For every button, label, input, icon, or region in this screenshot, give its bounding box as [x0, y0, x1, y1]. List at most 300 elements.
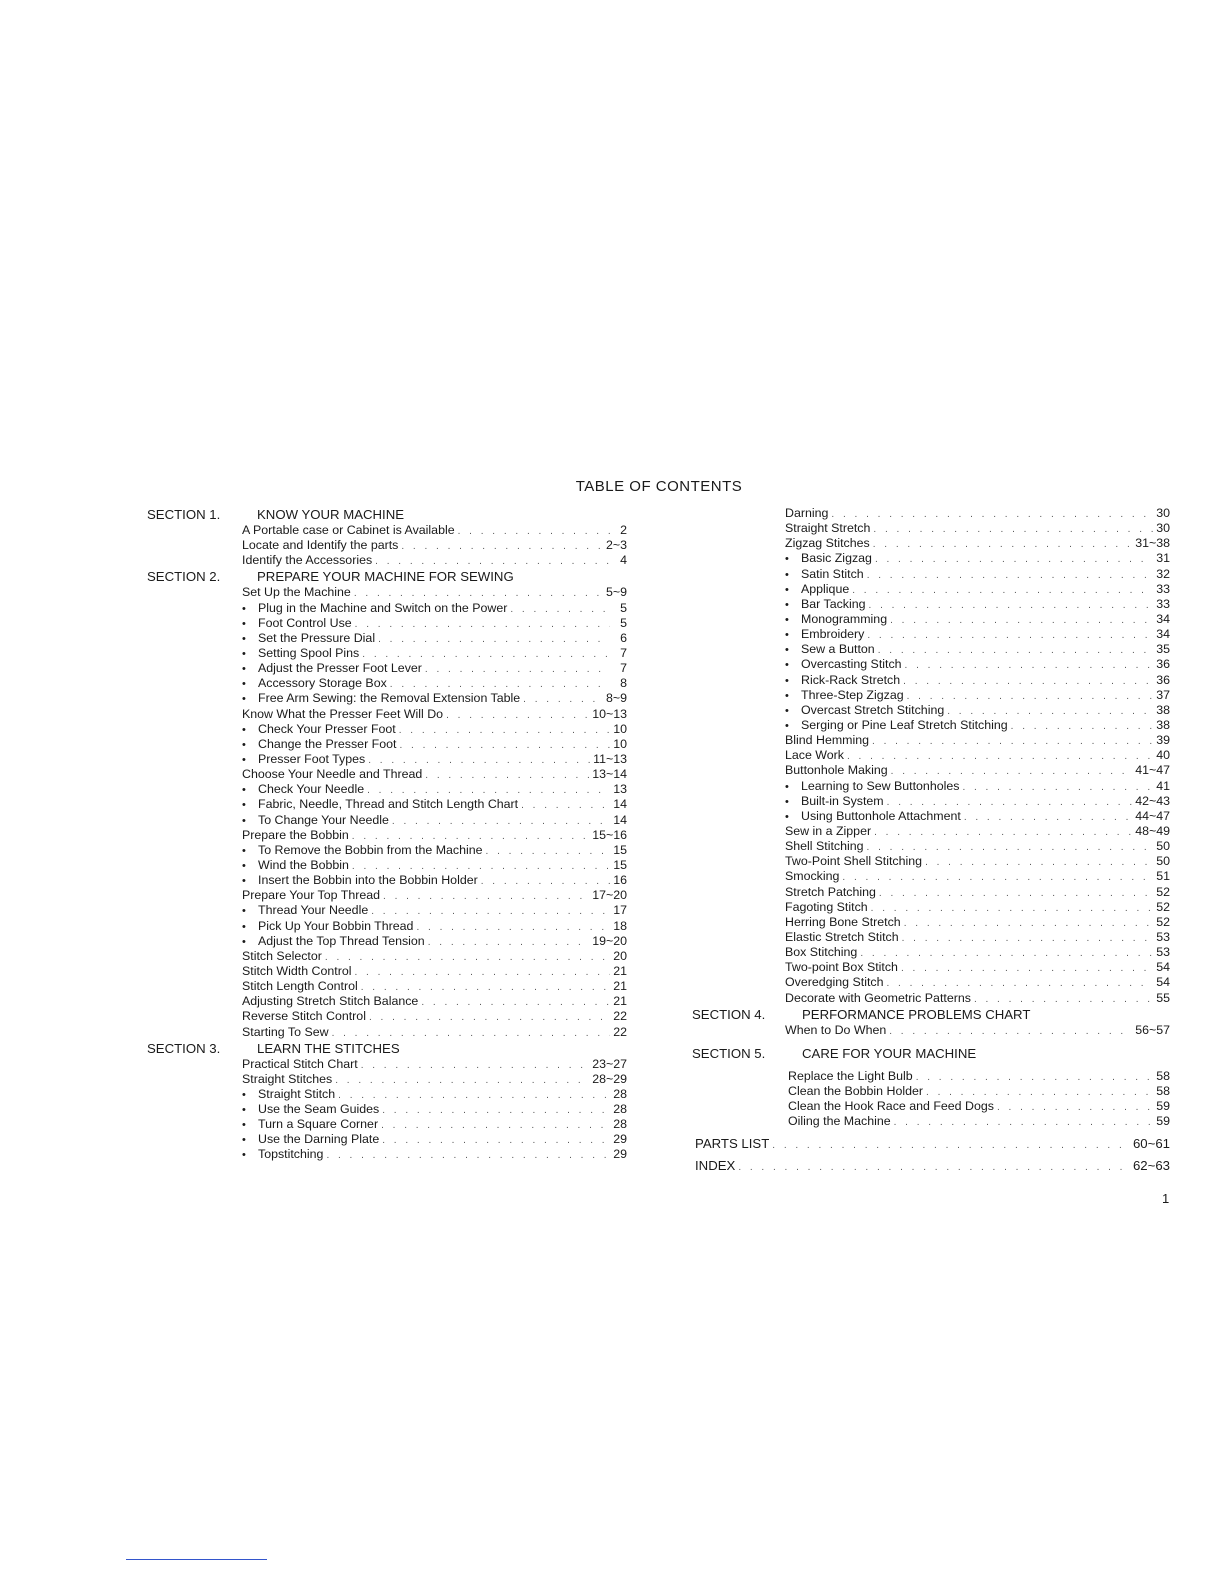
entry-text: Smocking [785, 869, 840, 884]
entry-text: Accessory Storage Box [258, 676, 387, 691]
entry-text: Shell Stitching [785, 839, 864, 854]
toc-entry [242, 737, 627, 752]
toc-entry [242, 828, 627, 843]
bullet-icon [785, 688, 801, 704]
spacer [692, 1129, 1170, 1136]
entry-text: To Change Your Needle [258, 812, 389, 827]
toc-entry [242, 949, 627, 964]
page-ref: 36 [1156, 672, 1170, 687]
page-ref: 6 [620, 630, 627, 645]
entry-label [242, 888, 380, 903]
section-number: SECTION 4. [692, 1006, 766, 1022]
toc-entry [785, 748, 1170, 763]
dot-leader [355, 965, 611, 980]
toc-entry [785, 657, 1170, 672]
page-ref: 60~61 [1132, 1136, 1170, 1152]
page-ref: 52 [1156, 899, 1170, 914]
page-ref: 23~27 [592, 1056, 627, 1071]
toc-top-entry [695, 1136, 1170, 1151]
toc-entry [785, 642, 1170, 657]
toc-entry [242, 1072, 627, 1087]
bullet-icon [242, 722, 258, 738]
bullet-icon [242, 616, 258, 632]
toc-entry [242, 1102, 627, 1117]
page-ref: 8 [620, 676, 627, 691]
toc-entry [785, 809, 1170, 824]
entry-label [785, 794, 884, 810]
toc-entry [242, 523, 627, 538]
dot-leader [901, 961, 1153, 976]
dot-leader [390, 677, 610, 692]
entry-text: Built-in System [801, 793, 884, 808]
toc-entry [242, 813, 627, 828]
page-ref: 53 [1156, 945, 1170, 960]
bullet-icon [785, 551, 801, 567]
entry-text: Presser Foot Types [258, 751, 366, 766]
entry-text: Turn a Square Corner [258, 1117, 379, 1132]
toc-entry [785, 673, 1170, 688]
entry-label [242, 676, 387, 692]
entry-label [788, 1084, 923, 1099]
page-ref: 29 [613, 1147, 627, 1162]
toc-entry [242, 1009, 627, 1024]
page-ref: 50 [1156, 854, 1170, 869]
bullet-icon [242, 676, 258, 692]
dot-leader [382, 1103, 610, 1118]
toc-entry [242, 767, 627, 782]
dot-leader [738, 1160, 1130, 1175]
entry-text: Herring Bone Stretch [785, 914, 901, 929]
entry-text: Practical Stitch Chart [242, 1056, 358, 1071]
page-ref: 58 [1156, 1068, 1170, 1083]
page-ref: 11~13 [593, 751, 627, 766]
page-ref: 62~63 [1132, 1158, 1170, 1174]
toc-entry [242, 752, 627, 767]
entry-text: Oiling the Machine [788, 1114, 891, 1129]
toc-entry [242, 1025, 627, 1040]
page-ref: 28 [613, 1117, 627, 1132]
page-ref: 31 [1156, 551, 1170, 566]
entry-label [785, 885, 876, 900]
dot-leader [871, 901, 1153, 916]
dot-leader [428, 935, 589, 950]
toc-entry [242, 873, 627, 888]
entry-text: Embroidery [801, 627, 865, 642]
entry-label [242, 1057, 358, 1072]
entry-label [242, 1132, 379, 1148]
toc-entry [785, 733, 1170, 748]
entry-label [785, 567, 864, 583]
bullet-icon [242, 661, 258, 677]
page-ref: 37 [1156, 687, 1170, 702]
entry-label [785, 991, 971, 1006]
dot-leader [401, 539, 603, 554]
entry-label [785, 536, 870, 551]
dot-leader [869, 598, 1153, 613]
entry-label [242, 707, 443, 722]
toc-entry [242, 601, 627, 616]
page-ref: 54 [1156, 975, 1170, 990]
toc-entry [242, 553, 627, 568]
dot-leader [874, 825, 1132, 840]
dot-leader [335, 1073, 589, 1088]
page-ref: 16 [613, 873, 627, 888]
entry-label [788, 1069, 913, 1084]
toc-entry [788, 1069, 1170, 1084]
toc-entry [788, 1084, 1170, 1099]
bullet-icon [785, 809, 801, 825]
section-number: SECTION 2. [147, 569, 221, 585]
spacer [692, 1038, 1170, 1045]
entry-label [785, 551, 872, 567]
toc-entry [788, 1099, 1170, 1114]
page-ref: 22 [613, 1009, 627, 1024]
toc-entry [242, 964, 627, 979]
bullet-icon [242, 782, 258, 798]
entry-label [242, 737, 396, 753]
page-ref: 33 [1156, 596, 1170, 611]
section-heading [147, 506, 627, 523]
entry-text: Box Stitching [785, 945, 858, 960]
bullet-icon [785, 612, 801, 628]
entry-text: Overcasting Stitch [801, 657, 902, 672]
entry-text: Straight Stitches [242, 1071, 333, 1086]
section-heading [692, 1006, 1170, 1023]
entry-text: Set the Pressure Dial [258, 630, 376, 645]
dot-leader [867, 840, 1153, 855]
page-ref: 13 [613, 782, 627, 797]
bullet-icon [242, 631, 258, 647]
toc-entry [242, 1087, 627, 1102]
page-ref: 20 [613, 948, 627, 963]
toc-top-entry [695, 1158, 1170, 1173]
bullet-icon [242, 873, 258, 889]
entry-label [785, 612, 887, 628]
entry-text: Three-Step Zigzag [801, 687, 904, 702]
dot-leader [382, 1133, 610, 1148]
page-ref: 21 [613, 979, 627, 994]
entry-label [785, 642, 875, 658]
dot-leader [925, 855, 1153, 870]
entry-label [242, 994, 418, 1009]
entry-label [242, 553, 372, 568]
toc-entry [242, 994, 627, 1009]
entry-text: Pick Up Your Bobbin Thread [258, 918, 414, 933]
entry-label [242, 843, 483, 859]
bullet-icon [785, 567, 801, 583]
toc-entry [785, 536, 1170, 551]
entry-label [785, 703, 944, 719]
entry-label [785, 718, 1008, 734]
page-ref: 40 [1156, 748, 1170, 763]
bullet-icon [242, 1147, 258, 1163]
toc-entry [242, 538, 627, 553]
dot-leader [378, 632, 610, 647]
section-heading [692, 1045, 1170, 1062]
page-ref: 31~38 [1135, 536, 1170, 551]
toc-left-column [147, 506, 627, 1163]
section-title: PREPARE YOUR MACHINE FOR SEWING [257, 569, 514, 585]
dot-leader [867, 568, 1153, 583]
entry-label [242, 1147, 323, 1163]
entry-label [785, 809, 961, 825]
entry-text: Using Buttonhole Attachment [801, 808, 961, 823]
dot-leader [352, 829, 589, 844]
dot-leader [369, 1010, 610, 1025]
entry-label [242, 523, 455, 538]
dot-leader [371, 904, 610, 919]
page-ref: 13~14 [592, 767, 627, 782]
entry-text: Satin Stitch [801, 566, 864, 581]
dot-leader [399, 723, 610, 738]
toc-entry [785, 627, 1170, 642]
entry-label [242, 934, 425, 950]
toc-entry [242, 1147, 627, 1162]
dot-leader [421, 995, 610, 1010]
toc-entry [785, 945, 1170, 960]
toc-entry [242, 979, 627, 994]
dot-leader [860, 946, 1153, 961]
page-ref: 7 [620, 645, 627, 660]
page-ref: 15 [613, 842, 627, 857]
toc-right-column [692, 506, 1170, 1174]
dot-leader [873, 537, 1132, 552]
page-ref: 42~43 [1135, 793, 1170, 808]
bullet-icon [242, 843, 258, 859]
dot-leader [446, 708, 589, 723]
dot-leader [891, 764, 1133, 779]
toc-entry [785, 991, 1170, 1006]
toc-entry [785, 960, 1170, 975]
entry-text: Change the Presser Foot [258, 736, 397, 751]
toc-entry [242, 1057, 627, 1072]
entry-label [242, 813, 389, 829]
dot-leader [964, 810, 1132, 825]
toc-entry [242, 661, 627, 676]
entry-text: INDEX [695, 1158, 736, 1174]
dot-leader [890, 613, 1153, 628]
dot-leader [847, 749, 1153, 764]
page-ref: 2~3 [605, 538, 627, 553]
toc-entry [242, 691, 627, 706]
entry-label [242, 631, 375, 647]
dot-leader [873, 522, 1153, 537]
entry-text: Check Your Presser Foot [258, 721, 396, 736]
dot-leader [332, 1026, 610, 1041]
dot-leader [352, 859, 610, 874]
toc-entry [785, 839, 1170, 854]
toc-entry [242, 888, 627, 903]
page-ref: 17~20 [592, 888, 627, 903]
toc-entry [785, 854, 1170, 869]
toc-entry [785, 1023, 1170, 1038]
entry-label [695, 1158, 735, 1173]
dot-leader [458, 524, 610, 539]
toc-entry [242, 1132, 627, 1147]
entry-text: Clean the Bobbin Holder [788, 1083, 924, 1098]
dot-leader [361, 1058, 590, 1073]
entry-label [242, 585, 351, 600]
page-ref: 39 [1156, 733, 1170, 748]
toc-entry [785, 506, 1170, 521]
dot-leader [887, 795, 1133, 810]
entry-label [785, 521, 870, 536]
bullet-icon [242, 858, 258, 874]
entry-label [242, 767, 422, 782]
entry-label [785, 627, 864, 643]
entry-label [695, 1136, 769, 1151]
bullet-icon [242, 1087, 258, 1103]
entry-label [242, 873, 478, 889]
dot-leader [338, 1088, 610, 1103]
dot-leader [367, 783, 610, 798]
entry-label [785, 900, 868, 915]
entry-label [242, 797, 518, 813]
page-ref: 21 [613, 963, 627, 978]
toc-entry [242, 903, 627, 918]
entry-text: Adjust the Presser Foot Lever [258, 661, 422, 676]
dot-leader [383, 889, 589, 904]
toc-entry [785, 794, 1170, 809]
bullet-icon [242, 1117, 258, 1133]
entry-text: Lace Work [785, 748, 844, 763]
entry-label [242, 1102, 379, 1118]
entry-label [242, 828, 349, 843]
page-ref: 14 [613, 797, 627, 812]
page-ref: 15~16 [592, 827, 627, 842]
bullet-icon [785, 642, 801, 658]
entry-label [242, 646, 359, 662]
entry-text: Check Your Needle [258, 782, 365, 797]
page-ref: 50 [1156, 839, 1170, 854]
bullet-icon [242, 1132, 258, 1148]
dot-leader [521, 798, 610, 813]
entry-text: Rick-Rack Stretch [801, 672, 901, 687]
section-heading [147, 568, 627, 585]
toc-entry [242, 782, 627, 797]
bullet-icon [242, 601, 258, 617]
entry-label [785, 582, 849, 598]
bullet-icon [242, 1102, 258, 1118]
page-ref: 33 [1156, 581, 1170, 596]
page-ref: 10 [613, 736, 627, 751]
entry-label [242, 919, 413, 935]
toc-entry [785, 567, 1170, 582]
page-ref: 28~29 [592, 1071, 627, 1086]
entry-text: Replace the Light Bulb [788, 1068, 913, 1083]
entry-text: Fabric, Needle, Thread and Stitch Length Chart [258, 797, 519, 812]
entry-text: Zigzag Stitches [785, 536, 870, 551]
dot-leader [523, 692, 603, 707]
dot-leader [902, 931, 1153, 946]
dot-leader [486, 844, 610, 859]
section-number: SECTION 3. [147, 1040, 221, 1056]
entry-text: Blind Hemming [785, 733, 870, 748]
dot-leader [354, 586, 603, 601]
bullet-icon [242, 903, 258, 919]
page-ref: 59 [1156, 1114, 1170, 1129]
entry-text: Locate and Identify the parts [242, 538, 399, 553]
toc-entry [785, 612, 1170, 627]
entry-text: Elastic Stretch Stitch [785, 929, 899, 944]
dot-leader [889, 1024, 1132, 1039]
dot-leader [947, 704, 1153, 719]
dot-leader [887, 976, 1154, 991]
toc-entry [785, 779, 1170, 794]
page-ref: 52 [1156, 884, 1170, 899]
page-ref: 48~49 [1135, 823, 1170, 838]
entry-label [785, 960, 898, 975]
bullet-icon [242, 919, 258, 935]
entry-label [785, 763, 888, 778]
entry-label [785, 839, 864, 854]
dot-leader [894, 1115, 1153, 1130]
toc-entry [785, 763, 1170, 778]
page-ref: 38 [1156, 717, 1170, 732]
entry-label [785, 930, 899, 945]
toc-entry [785, 551, 1170, 566]
toc-entry [785, 900, 1170, 915]
page-ref: 41~47 [1135, 763, 1170, 778]
toc-entry [785, 521, 1170, 536]
dot-leader [375, 554, 610, 569]
entry-text: Plug in the Machine and Switch on the Power [258, 600, 508, 615]
toc-entry [785, 688, 1170, 703]
page-ref: 19~20 [592, 933, 627, 948]
toc-entry [242, 934, 627, 949]
entry-text: Clean the Hook Race and Feed Dogs [788, 1099, 994, 1114]
entry-text: Setting Spool Pins [258, 645, 360, 660]
page-title: TABLE OF CONTENTS [575, 478, 743, 495]
entry-text: Two-Point Shell Stitching [785, 854, 923, 869]
entry-text: To Remove the Bobbin from the Machine [258, 842, 483, 857]
bullet-icon [242, 691, 258, 707]
entry-label [785, 1023, 886, 1038]
page-ref: 10~13 [592, 706, 627, 721]
dot-leader [772, 1138, 1130, 1153]
entry-label [242, 1087, 335, 1103]
entry-label [242, 858, 349, 874]
page-ref: 29 [613, 1132, 627, 1147]
entry-text: Basic Zigzag [801, 551, 872, 566]
dot-leader [481, 874, 610, 889]
entry-label [785, 854, 922, 869]
entry-text: Serging or Pine Leaf Stretch Stitching [801, 717, 1008, 732]
dot-leader [831, 507, 1153, 522]
dot-leader [904, 916, 1153, 931]
entry-text: Learning to Sew Buttonholes [801, 778, 960, 793]
entry-label [242, 782, 364, 798]
page-ref: 28 [613, 1102, 627, 1117]
page-ref: 38 [1156, 702, 1170, 717]
entry-text: Decorate with Geometric Patterns [785, 990, 971, 1005]
page-ref: 30 [1156, 506, 1170, 520]
bullet-icon [242, 646, 258, 662]
section-title: PERFORMANCE PROBLEMS CHART [802, 1006, 1031, 1022]
entry-text: Sew in a Zipper [785, 823, 872, 838]
toc-entry [242, 722, 627, 737]
entry-label [785, 945, 857, 960]
dot-leader [962, 780, 1153, 795]
spacer [692, 1062, 1170, 1069]
page-ref: 10 [613, 721, 627, 736]
entry-label [242, 538, 398, 553]
entry-text: Prepare the Bobbin [242, 827, 349, 842]
page-ref: 28 [613, 1086, 627, 1101]
entry-label [785, 688, 904, 704]
toc-entry [785, 930, 1170, 945]
entry-label [242, 903, 368, 919]
